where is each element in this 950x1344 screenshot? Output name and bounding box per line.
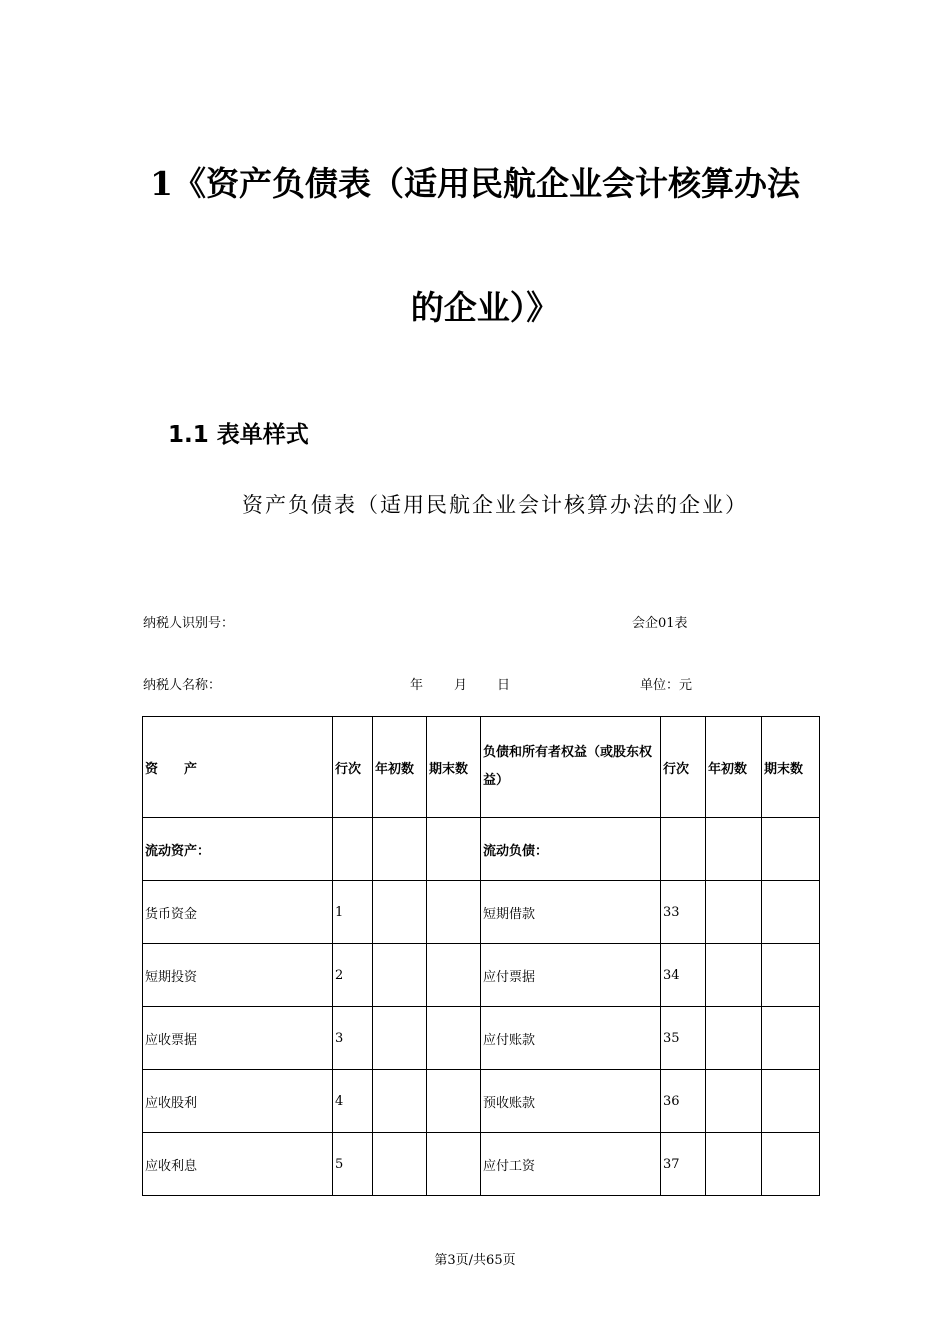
table-cell — [706, 1070, 762, 1133]
asset-line-no: 1 — [333, 881, 373, 944]
table-row — [143, 1070, 820, 1133]
header-row-no: 行次 — [333, 717, 373, 818]
page-footer: 第3页/共65页 — [434, 1253, 516, 1268]
liability-name: 预收账款 — [481, 1070, 661, 1133]
liability-line-no: 36 — [661, 1070, 706, 1133]
header-liabilities: 负债和所有者权益（或股东权益） — [481, 717, 661, 818]
table-cell — [427, 944, 481, 1007]
table-cell — [373, 881, 427, 944]
table-cell — [762, 1070, 820, 1133]
unit-label: 单位：元 — [640, 678, 693, 693]
date-day: 日 — [497, 678, 511, 693]
asset-line-no: 3 — [333, 1007, 373, 1070]
asset-name: 货币资金 — [143, 881, 333, 944]
table-cell — [762, 1133, 820, 1196]
table-cell — [373, 1070, 427, 1133]
table-cell — [706, 1007, 762, 1070]
table-cell — [706, 1133, 762, 1196]
asset-name: 应收利息 — [143, 1133, 333, 1196]
header-begin: 年初数 — [373, 717, 427, 818]
table-section-row — [143, 818, 820, 881]
table-row — [143, 881, 820, 944]
table-cell — [373, 1133, 427, 1196]
table-cell — [373, 818, 427, 881]
form-code: 会企01表 — [632, 616, 688, 631]
asset-line-no: 4 — [333, 1070, 373, 1133]
table-cell — [661, 818, 706, 881]
balance-sheet-table — [142, 716, 820, 1196]
liability-line-no: 37 — [661, 1133, 706, 1196]
header-assets: 资 产 — [143, 717, 333, 818]
header-end: 期末数 — [427, 717, 481, 818]
table-header-row — [143, 717, 820, 818]
header-end-2: 期末数 — [762, 717, 820, 818]
asset-name: 应收票据 — [143, 1007, 333, 1070]
table-cell — [427, 818, 481, 881]
table-row — [143, 1007, 820, 1070]
table-row — [143, 944, 820, 1007]
table-cell — [373, 1007, 427, 1070]
table-cell — [427, 1070, 481, 1133]
liability-line-no: 33 — [661, 881, 706, 944]
table-cell — [706, 881, 762, 944]
liability-name: 应付票据 — [481, 944, 661, 1007]
table-cell — [373, 944, 427, 1007]
date-year: 年 — [410, 678, 424, 693]
liability-name: 应付账款 — [481, 1007, 661, 1070]
asset-line-no: 2 — [333, 944, 373, 1007]
current-liabilities-label: 流动负债： — [481, 818, 661, 881]
table-row — [143, 1133, 820, 1196]
asset-name: 应收股利 — [143, 1070, 333, 1133]
liability-line-no: 34 — [661, 944, 706, 1007]
table-cell — [762, 944, 820, 1007]
section-heading: 1.1 表单样式 — [168, 422, 309, 448]
document-title-line-2: 的企业）》 — [410, 288, 560, 327]
table-cell — [762, 881, 820, 944]
table-cell — [333, 818, 373, 881]
header-row-no-2: 行次 — [661, 717, 706, 818]
liability-name: 短期借款 — [481, 881, 661, 944]
table-cell — [762, 818, 820, 881]
date-month: 月 — [454, 678, 468, 693]
liability-name: 应付工资 — [481, 1133, 661, 1196]
table-cell — [706, 944, 762, 1007]
taxpayer-name-label: 纳税人名称： — [143, 678, 222, 693]
current-assets-label: 流动资产： — [143, 818, 333, 881]
liability-line-no: 35 — [661, 1007, 706, 1070]
asset-name: 短期投资 — [143, 944, 333, 1007]
taxpayer-id-label: 纳税人识别号： — [143, 616, 235, 631]
table-cell — [427, 1007, 481, 1070]
header-begin-2: 年初数 — [706, 717, 762, 818]
table-cell — [762, 1007, 820, 1070]
form-title: 资产负债表（适用民航企业会计核算办法的企业） — [242, 493, 748, 517]
table-cell — [427, 1133, 481, 1196]
asset-line-no: 5 — [333, 1133, 373, 1196]
document-title-line-1: 1《资产负债表（适用民航企业会计核算办法 — [150, 164, 800, 203]
table-cell — [706, 818, 762, 881]
table-cell — [427, 881, 481, 944]
